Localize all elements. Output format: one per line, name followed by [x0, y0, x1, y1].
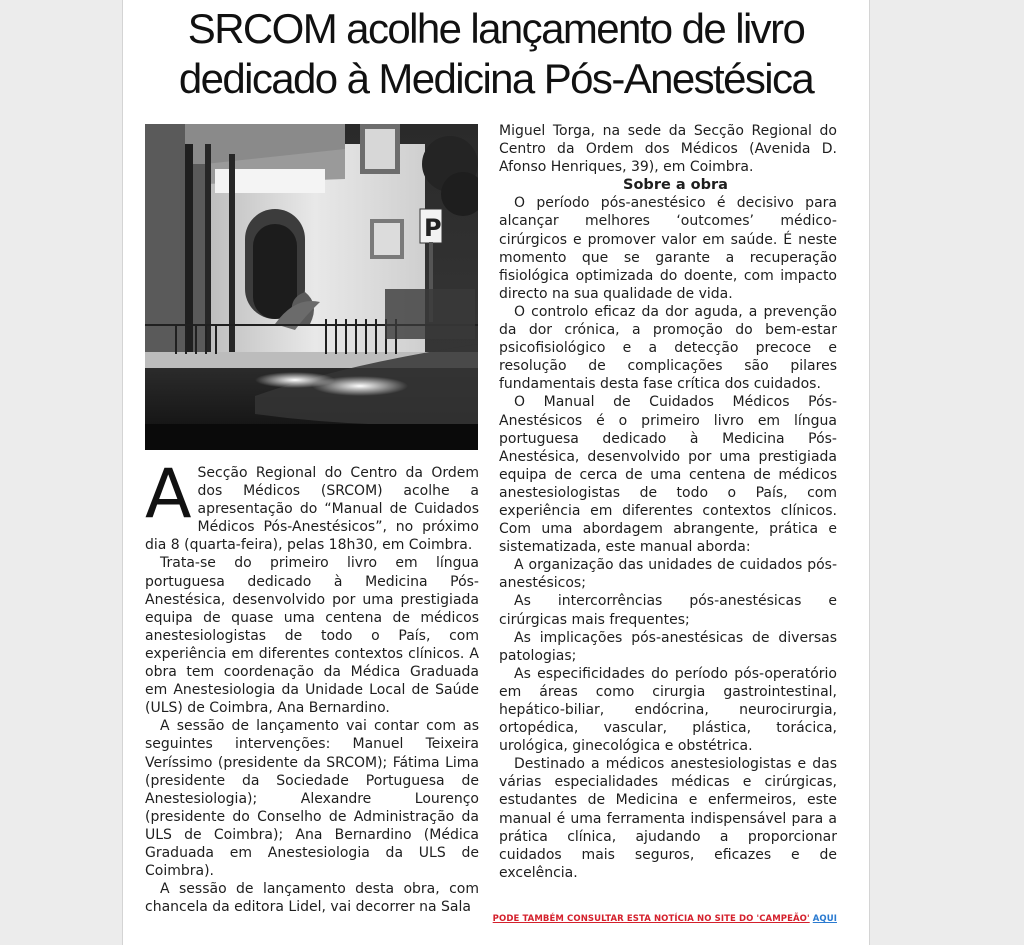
headline-line-1: SRCOM acolhe lançamento de livro	[187, 5, 805, 52]
headline-line-2: dedicado à Medicina Pós-Anestésica	[178, 55, 814, 102]
continuation-paragraph: Miguel Torga, na sede da Secção Regional do Centro da Ordem dos Médicos (Avenida D. Afonso Henriques, 39), em Coimbra.	[499, 123, 837, 176]
article-headline	[123, 4, 869, 104]
section-subheading: Sobre a obra	[623, 177, 728, 194]
drop-cap: A	[145, 455, 192, 534]
right-paragraph: O período pós-anestésico é decisivo para alcançar melhores ‘outcomes’ médico-cirúrgicos e promover valor em saúde. É neste momento que se garante a recuperação fisiológica optimizada do doente, com impacto directo na sua qualidade de vida.	[499, 195, 837, 302]
aqui-link[interactable]: AQUI	[812, 914, 837, 924]
campeao-link[interactable]: PODE TAMBÉM CONSULTAR ESTA NOTÍCIA NO SITE DO 'CAMPEÃO'	[492, 914, 810, 924]
list-item: As intercorrências pós-anestésicas e cirúrgicas mais frequentes;	[499, 593, 837, 628]
footer-link-row	[493, 914, 837, 924]
article-photo	[145, 124, 478, 450]
lead-text: Secção Regional do Centro da Ordem dos Médicos (SRCOM) acolhe a apresentação do “Manual de Cuidados Médicos Pós-Anestésicos”, no próximo dia 8 (quarta-feira), pelas 18h30, em Coimbra.	[145, 465, 479, 554]
right-paragraph: O controlo eficaz da dor aguda, a prevenção da dor crónica, a promoção do bem-estar psicofisiológico e a detecção precoce e resolução de complicações são pilares fundamentais desta fase crítica dos cuidados.	[499, 303, 837, 393]
list-item: As especificidades do período pós-operatório em áreas como cirurgia gastrointestinal, hepático-biliar, endócrina, neurocirurgia, ortopédica, vascular, plástica, torácica, urológica, ginecológica e obstétrica.	[499, 665, 837, 755]
newspaper-page	[122, 0, 870, 945]
left-paragraph: A sessão de lançamento desta obra, com chancela da editora Lidel, vai decorrer na Sala	[145, 881, 479, 916]
parking-sign-letter: P	[424, 214, 442, 242]
night-building-photo	[145, 124, 478, 450]
right-column	[499, 122, 837, 882]
list-item: A organização das unidades de cuidados pós-anestésicos;	[499, 557, 837, 592]
right-paragraph: O Manual de Cuidados Médicos Pós-Anestésicos é o primeiro livro em língua portuguesa dedicado à Medicina Pós-Anestésica, desenvolvido por uma prestigiada equipa de cerca de uma centena de médicos anestesiologistas de todo o País, com experiência em diferentes contextos clínicos. Com uma abordagem abrangente, prática e sistematizada, este manual aborda:	[499, 394, 837, 556]
right-paragraph: Destinado a médicos anestesiologistas e das várias especialidades médicas e cirúrgicas, estudantes de Medicina e enfermeiros, este manual é uma ferramenta indispensável para a prática clínica, ajudando a proporcionar cuidados mais seguros, eficazes e de excelência.	[499, 756, 837, 881]
list-item: As implicações pós-anestésicas de diversas patologias;	[499, 629, 837, 664]
left-column	[145, 455, 479, 916]
lead-paragraph	[145, 455, 479, 554]
left-paragraph: A sessão de lançamento vai contar com as seguintes intervenções: Manuel Teixeira Veríssimo (presidente da SRCOM); Fátima Lima (presidente da Sociedade Portuguesa de Anestesiologia); Alexandre Lourenço (presidente do Conselho de Administração da ULS de Coimbra); Ana Bernardino (Médica Graduada em Anestesiologia da ULS de Coimbra).	[145, 718, 479, 880]
left-paragraph: Trata-se do primeiro livro em língua portuguesa dedicado à Medicina Pós-Anestésica, desenvolvido por uma prestigiada equipa de quase uma centena de médicos anestesiologistas de todo o País, com experiência em diferentes contextos clínicos. A obra tem coordenação da Médica Graduada em Anestesiologia da Unidade Local de Saúde (ULS) de Coimbra, Ana Bernardino.	[145, 555, 479, 717]
